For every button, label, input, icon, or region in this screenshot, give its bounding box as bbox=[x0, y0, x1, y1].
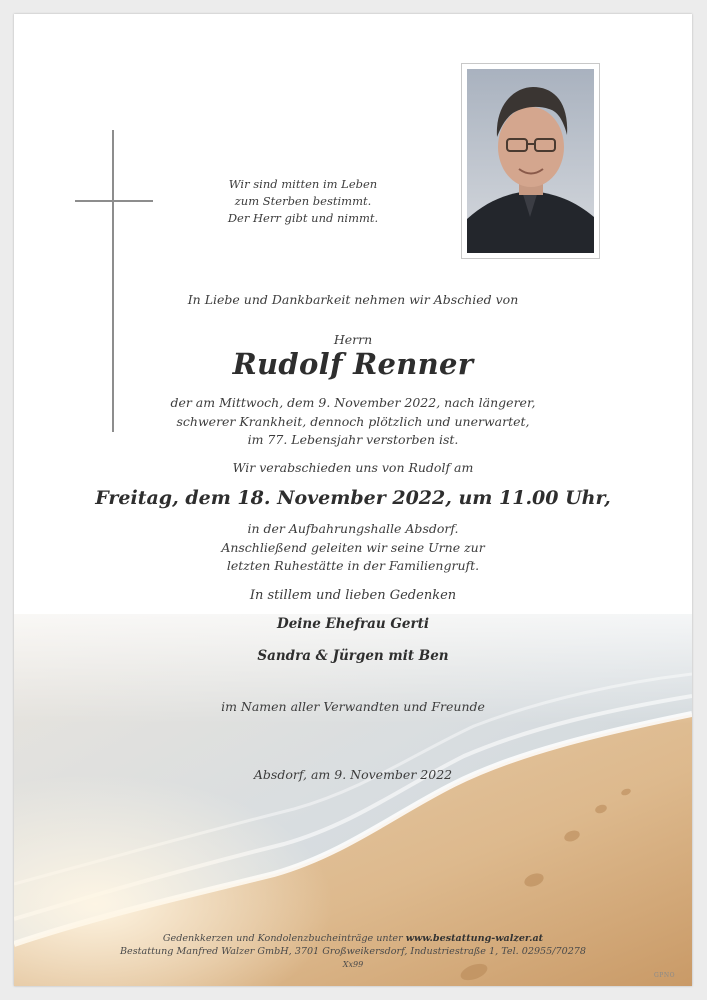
deceased-name: Rudolf Renner bbox=[232, 347, 474, 381]
quote-line: zum Sterben bestimmt. bbox=[234, 194, 372, 208]
quote bbox=[194, 176, 412, 227]
cross-horizontal-bar bbox=[75, 200, 153, 202]
footer-prefix: Gedenkkerzen und Kondolenzbucheinträge unter bbox=[162, 933, 406, 944]
ceremony-place bbox=[14, 520, 692, 576]
family-member: Sandra & Jürgen mit Ben bbox=[257, 648, 449, 664]
death-line: im 77. Lebensjahr verstorben ist. bbox=[247, 432, 459, 447]
footer-line-1 bbox=[14, 932, 692, 945]
footer-line-2: Bestattung Manfred Walzer GmbH, 3701 Großweikersdorf, Industriestraße 1, Tel. 02955/70278 bbox=[119, 946, 587, 957]
cross-vertical-bar bbox=[112, 130, 114, 432]
place-line: Anschließend geleiten wir seine Urne zur bbox=[221, 539, 485, 555]
salutation: Herrn bbox=[333, 332, 373, 347]
family-member: Deine Ehefrau Gerti bbox=[276, 616, 429, 632]
ceremony-date: Freitag, dem 18. November 2022, um 11.00 Uhr, bbox=[95, 487, 611, 509]
death-notice bbox=[14, 394, 692, 450]
portrait-photo bbox=[467, 69, 594, 253]
website-link[interactable]: www.bestattung-walzer.at bbox=[405, 933, 544, 944]
footer bbox=[14, 932, 692, 971]
date-place: Absdorf, am 9. November 2022 bbox=[253, 767, 453, 782]
memory-text: In stillem und lieben Gedenken bbox=[249, 588, 457, 603]
footer-code: Xx99 bbox=[342, 960, 364, 969]
place-line: in der Aufbahrungshalle Absdorf. bbox=[247, 521, 459, 536]
parte-card bbox=[14, 14, 692, 986]
quote-line: Wir sind mitten im Leben bbox=[228, 177, 378, 191]
farewell-text: Wir verabschieden uns von Rudolf am bbox=[232, 460, 474, 475]
death-line: schwerer Krankheit, dennoch plötzlich und unerwartet, bbox=[176, 413, 530, 429]
quote-line: Der Herr gibt und nimmt. bbox=[227, 211, 379, 225]
portrait-frame bbox=[461, 63, 600, 259]
relatives-text: im Namen aller Verwandten und Freunde bbox=[221, 699, 485, 714]
death-line: der am Mittwoch, dem 9. November 2022, nach längerer, bbox=[170, 395, 536, 410]
brand-logo: GPNO bbox=[654, 972, 675, 979]
place-line: letzten Ruhestätte in der Familiengruft. bbox=[226, 558, 480, 573]
intro-text: In Liebe und Dankbarkeit nehmen wir Abschied von bbox=[187, 292, 519, 307]
